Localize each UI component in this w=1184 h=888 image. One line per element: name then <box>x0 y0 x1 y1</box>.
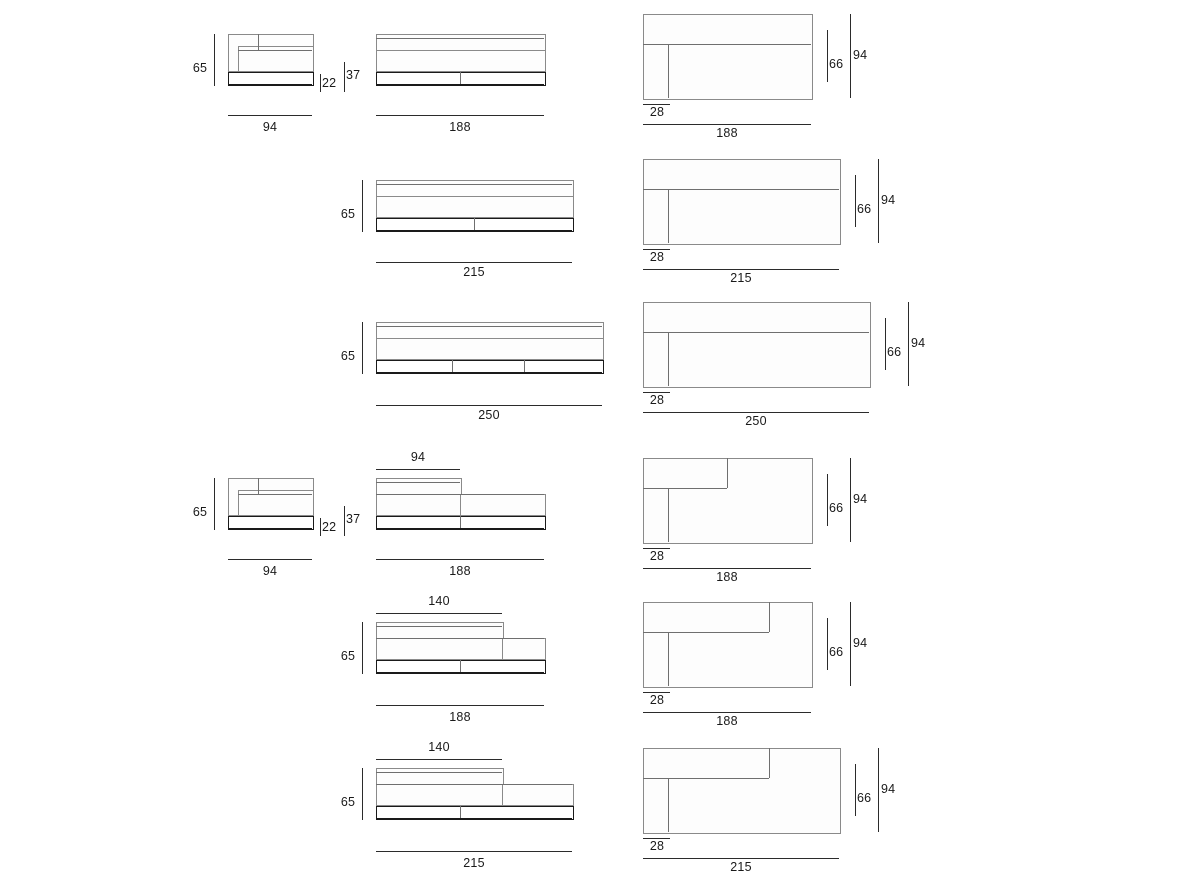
base-divider <box>474 218 475 230</box>
row3-plan-view <box>643 302 869 386</box>
dim-line-r5-plan-66 <box>827 618 828 670</box>
dim-r1-plan-width: 188 <box>716 126 738 140</box>
dim-r2-plan-94: 94 <box>881 193 896 207</box>
dim-line-r1-tot <box>344 62 345 92</box>
dim-line-r6-plan-w <box>643 858 839 859</box>
dim-line-r4-front-w <box>376 559 544 560</box>
dim-r4-side-height: 65 <box>192 505 208 519</box>
dim-r1-side-base: 22 <box>322 76 337 90</box>
dim-r1-side-width: 94 <box>262 120 278 134</box>
dim-line-r4-side-w <box>228 559 312 560</box>
dim-line-r5-front-h <box>362 622 363 674</box>
dim-line-r2-front-h <box>362 180 363 232</box>
base-divider <box>460 660 461 672</box>
plan-outline <box>643 159 841 245</box>
plan-outline <box>643 302 871 388</box>
row6-front-view <box>376 768 572 830</box>
dim-line-r6-front-h <box>362 768 363 820</box>
chaise-edge <box>727 458 728 488</box>
floor-line <box>376 372 602 374</box>
arm-edge <box>668 778 669 832</box>
dim-r4-plan-width: 188 <box>716 570 738 584</box>
backrest-edge <box>643 488 727 489</box>
row5-plan-view <box>643 602 811 686</box>
dim-line-r3-plan-94 <box>908 302 909 386</box>
dim-r4-side-width: 94 <box>262 564 278 578</box>
chaise-panel <box>502 784 574 806</box>
dim-r6-front-height: 65 <box>340 795 356 809</box>
dim-r3-plan-width: 250 <box>745 414 767 428</box>
top-line <box>376 772 502 773</box>
floor-line <box>376 528 544 530</box>
dim-r4-side-base: 22 <box>322 520 337 534</box>
dim-r6-front-width: 215 <box>463 856 485 870</box>
row3-front-view <box>376 322 602 384</box>
dim-r5-front-top-width: 140 <box>428 594 450 608</box>
dim-line-r4-side-h <box>214 478 215 530</box>
divider-line <box>258 478 259 494</box>
backrest-edge <box>643 332 869 333</box>
dim-line-r6-plan-94 <box>878 748 879 832</box>
dim-line-r1-side-h <box>214 34 215 86</box>
dim-line-r5-front-top <box>376 613 502 614</box>
dim-line-r1-plan-66 <box>827 30 828 82</box>
row4-side-view <box>228 478 312 540</box>
backrest-panel <box>376 768 504 806</box>
base-divider-1 <box>452 360 453 372</box>
dim-line-r4-plan-66 <box>827 474 828 526</box>
seat-cushion-panel <box>376 338 604 360</box>
row5-front-view <box>376 622 544 684</box>
dim-line-r2-front-w <box>376 262 572 263</box>
dim-r6-plan-66: 66 <box>857 791 872 805</box>
seat-line <box>376 784 572 785</box>
dim-line-r3-front-w <box>376 405 602 406</box>
dim-r5-front-width: 188 <box>449 710 471 724</box>
dim-line-r5-plan-w <box>643 712 811 713</box>
arm-edge <box>668 189 669 243</box>
base-divider-2 <box>524 360 525 372</box>
top-line <box>376 184 572 185</box>
seat-cushion-panel <box>376 50 546 72</box>
dim-r1-side-total: 37 <box>346 68 361 82</box>
backrest-edge <box>643 778 769 779</box>
base-divider <box>460 516 461 528</box>
dim-r2-plan-66: 66 <box>857 202 872 216</box>
seat-line <box>376 638 544 639</box>
top-line <box>376 482 460 483</box>
dim-line-r2-plan-94 <box>878 159 879 243</box>
dim-line-r6-plan-66 <box>855 764 856 816</box>
row4-front-view <box>376 478 544 540</box>
dim-line-r4-plan-w <box>643 568 811 569</box>
seat-line <box>238 50 312 51</box>
dim-r4-side-total: 37 <box>346 512 361 526</box>
backrest-edge <box>643 189 839 190</box>
chaise-edge <box>769 602 770 632</box>
dim-line-r5-plan-94 <box>850 602 851 686</box>
base-divider <box>460 806 461 818</box>
floor-line <box>228 528 312 530</box>
top-line <box>376 626 502 627</box>
dim-r4-front-top-width: 94 <box>410 450 426 464</box>
dim-line-r4-plan-94 <box>850 458 851 542</box>
dim-r3-front-width: 250 <box>478 408 500 422</box>
dim-line-r4-tot <box>344 506 345 536</box>
arm-edge <box>668 44 669 98</box>
dim-line-r3-plan-w <box>643 412 869 413</box>
dim-r2-front-width: 215 <box>463 265 485 279</box>
dim-r5-plan-66: 66 <box>829 645 844 659</box>
dim-r3-plan-66: 66 <box>887 345 902 359</box>
arm-edge <box>668 488 669 542</box>
backrest-edge <box>643 632 769 633</box>
dim-r6-front-top-width: 140 <box>428 740 450 754</box>
dim-r5-front-height: 65 <box>340 649 356 663</box>
seat-line <box>238 494 312 495</box>
floor-line <box>376 230 572 232</box>
base-divider <box>460 72 461 84</box>
dim-r5-plan-94: 94 <box>853 636 868 650</box>
top-line <box>376 38 544 39</box>
dim-r4-plan-28: 28 <box>649 549 665 563</box>
dim-r3-plan-94: 94 <box>911 336 926 350</box>
plan-outline <box>643 748 841 834</box>
dim-line-r5-front-w <box>376 705 544 706</box>
dim-line-r1-side-w <box>228 115 312 116</box>
row6-plan-view <box>643 748 839 832</box>
dim-line-r2-plan-66 <box>855 175 856 227</box>
floor-line <box>376 818 572 820</box>
dim-line-r3-plan-66 <box>885 318 886 370</box>
dim-line-r2-plan-w <box>643 269 839 270</box>
dim-r1-plan-94: 94 <box>853 48 868 62</box>
dim-line-r4-base <box>320 518 321 536</box>
row4-plan-view <box>643 458 811 542</box>
dim-r5-plan-width: 188 <box>716 714 738 728</box>
dim-r3-plan-28: 28 <box>649 393 665 407</box>
arm-edge <box>668 632 669 686</box>
top-line <box>376 326 602 327</box>
dim-line-r4-front-top <box>376 469 460 470</box>
chaise-panel <box>502 638 546 660</box>
dim-line-r1-plan-94 <box>850 14 851 98</box>
dim-r5-plan-28: 28 <box>649 693 665 707</box>
dim-r1-front-width: 188 <box>449 120 471 134</box>
backrest-panel <box>376 622 504 660</box>
dim-line-r3-front-h <box>362 322 363 374</box>
dim-r6-plan-28: 28 <box>649 839 665 853</box>
dim-r3-front-height: 65 <box>340 349 356 363</box>
dim-line-r6-front-top <box>376 759 502 760</box>
row1-front-view <box>376 34 544 96</box>
dim-r4-plan-66: 66 <box>829 501 844 515</box>
floor-line <box>376 672 544 674</box>
dim-line-r1-base <box>320 74 321 92</box>
row2-plan-view <box>643 159 839 243</box>
dim-line-r6-front-w <box>376 851 572 852</box>
seat-line <box>376 494 544 495</box>
floor-line <box>376 84 544 86</box>
dim-line-r1-front-w <box>376 115 544 116</box>
row2-front-view <box>376 180 572 242</box>
dim-r4-front-width: 188 <box>449 564 471 578</box>
dim-r6-plan-94: 94 <box>881 782 896 796</box>
floor-line <box>228 84 312 86</box>
row1-plan-view <box>643 14 811 98</box>
divider-line <box>258 34 259 50</box>
dim-r1-plan-28: 28 <box>649 105 665 119</box>
row1-side-view <box>228 34 312 96</box>
chaise-edge <box>769 748 770 778</box>
dim-r2-front-height: 65 <box>340 207 356 221</box>
dim-r2-plan-width: 215 <box>730 271 752 285</box>
chaise-panel <box>460 494 546 516</box>
dim-r1-side-height: 65 <box>192 61 208 75</box>
dim-r4-plan-94: 94 <box>853 492 868 506</box>
dim-r1-plan-66: 66 <box>829 57 844 71</box>
backrest-panel <box>376 478 462 516</box>
dim-r2-plan-28: 28 <box>649 250 665 264</box>
dim-line-r1-plan-w <box>643 124 811 125</box>
dim-r6-plan-width: 215 <box>730 860 752 874</box>
arm-edge <box>668 332 669 386</box>
seat-cushion-panel <box>376 196 574 218</box>
